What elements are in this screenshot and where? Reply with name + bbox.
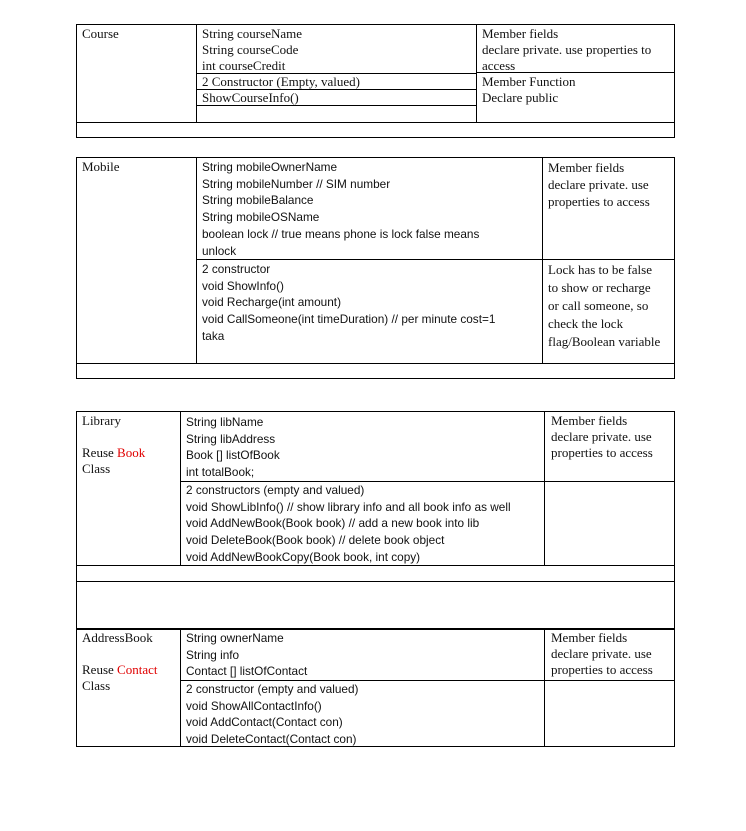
note-line: declare private. use: [551, 429, 652, 444]
library-reuse-note: [82, 445, 145, 461]
addressbook-field: Contact [] listOfContact: [186, 664, 308, 679]
library-method: void AddNewBook(Book book) // add a new book into lib: [186, 516, 480, 531]
note-line: declare private. use properties to: [482, 42, 652, 57]
library-field: String libAddress: [186, 431, 276, 446]
mobile-method: void CallSomeone(int timeDuration) // per minute cost=1: [202, 312, 496, 327]
library-note-fields: [551, 413, 653, 461]
reuse-prefix: Reuse: [82, 662, 118, 677]
reuse-prefix: Reuse: [82, 445, 118, 460]
mobile-field: String mobileOwnerName: [202, 160, 338, 174]
addressbook-field: String ownerName: [186, 631, 284, 645]
note-line: or call someone, so: [548, 298, 649, 313]
mobile-field: boolean lock // true means phone is lock false means: [202, 226, 480, 241]
note-line: Member fields: [482, 26, 559, 41]
mobile-methods: [202, 261, 495, 345]
library-field: int totalBook;: [186, 465, 255, 480]
addressbook-method: void AddContact(Contact con): [186, 715, 343, 730]
mobile-method: 2 constructor: [202, 262, 271, 276]
mobile-field: unlock: [202, 243, 237, 258]
mobile-field: String mobileBalance: [202, 193, 314, 208]
note-line: access: [482, 58, 516, 73]
addressbook-reuse-note: [82, 662, 157, 678]
note-line: Member fields: [548, 160, 625, 175]
course-fields: [202, 26, 302, 74]
mobile-class-name: Mobile: [82, 159, 120, 174]
note-line: flag/Boolean variable: [548, 334, 661, 349]
library-field: String libName: [186, 415, 264, 429]
library-fields: [186, 414, 280, 481]
note-line: properties to access: [551, 445, 653, 460]
note-line: Member fields: [551, 413, 628, 428]
note-line: declare private. use: [548, 177, 649, 192]
mobile-method: void Recharge(int amount): [202, 295, 342, 310]
note-line: properties to access: [551, 662, 653, 677]
library-methods: [186, 482, 511, 566]
library-method: 2 constructors (empty and valued): [186, 483, 365, 497]
reuse-class-name: Contact: [117, 662, 158, 677]
addressbook-method: void ShowAllContactInfo(): [186, 698, 322, 713]
course-note-methods: [482, 74, 576, 106]
library-field: Book [] listOfBook: [186, 448, 280, 463]
note-line: to show or recharge: [548, 280, 651, 295]
mobile-field: String mobileNumber // SIM number: [202, 176, 391, 191]
mobile-field: String mobileOSName: [202, 210, 320, 225]
note-line: Declare public: [482, 90, 559, 105]
course-methods: [202, 74, 360, 106]
mobile-note-fields: [548, 159, 650, 210]
addressbook-methods: [186, 681, 358, 748]
addressbook-note-fields: [551, 630, 653, 678]
note-line: Lock has to be false: [548, 262, 652, 277]
reuse-class-name: Book: [117, 445, 146, 460]
mobile-note-methods: [548, 261, 660, 351]
addressbook-method: void DeleteContact(Contact con): [186, 732, 357, 747]
mobile-method: taka: [202, 328, 225, 343]
note-line: Member Function: [482, 74, 576, 89]
course-note-fields: [482, 26, 651, 74]
library-class-name: Library: [82, 413, 121, 428]
addressbook-reuse-suffix: Class: [82, 678, 111, 693]
course-method: 2 Constructor (Empty, valued): [202, 74, 361, 89]
library-method: void AddNewBookCopy(Book book, int copy): [186, 549, 421, 564]
addressbook-fields: [186, 630, 307, 680]
course-field: int courseCredit: [202, 58, 286, 73]
addressbook-method: 2 constructor (empty and valued): [186, 682, 359, 696]
note-line: Member fields: [551, 630, 628, 645]
mobile-fields: [202, 159, 479, 259]
course-class-name: Course: [82, 26, 119, 41]
library-reuse-suffix: Class: [82, 461, 111, 476]
course-field: String courseCode: [202, 42, 299, 57]
note-line: check the lock: [548, 316, 624, 331]
library-method: void ShowLibInfo() // show library info and all book info as well: [186, 499, 511, 514]
mobile-method: void ShowInfo(): [202, 278, 284, 293]
addressbook-field: String info: [186, 647, 240, 662]
note-line: declare private. use: [551, 646, 652, 661]
library-method: void DeleteBook(Book book) // delete book object: [186, 533, 445, 548]
course-method: ShowCourseInfo(): [202, 90, 299, 105]
course-field: String courseName: [202, 26, 303, 41]
addressbook-class-name: AddressBook: [82, 630, 153, 645]
note-line: properties to access: [548, 194, 650, 209]
